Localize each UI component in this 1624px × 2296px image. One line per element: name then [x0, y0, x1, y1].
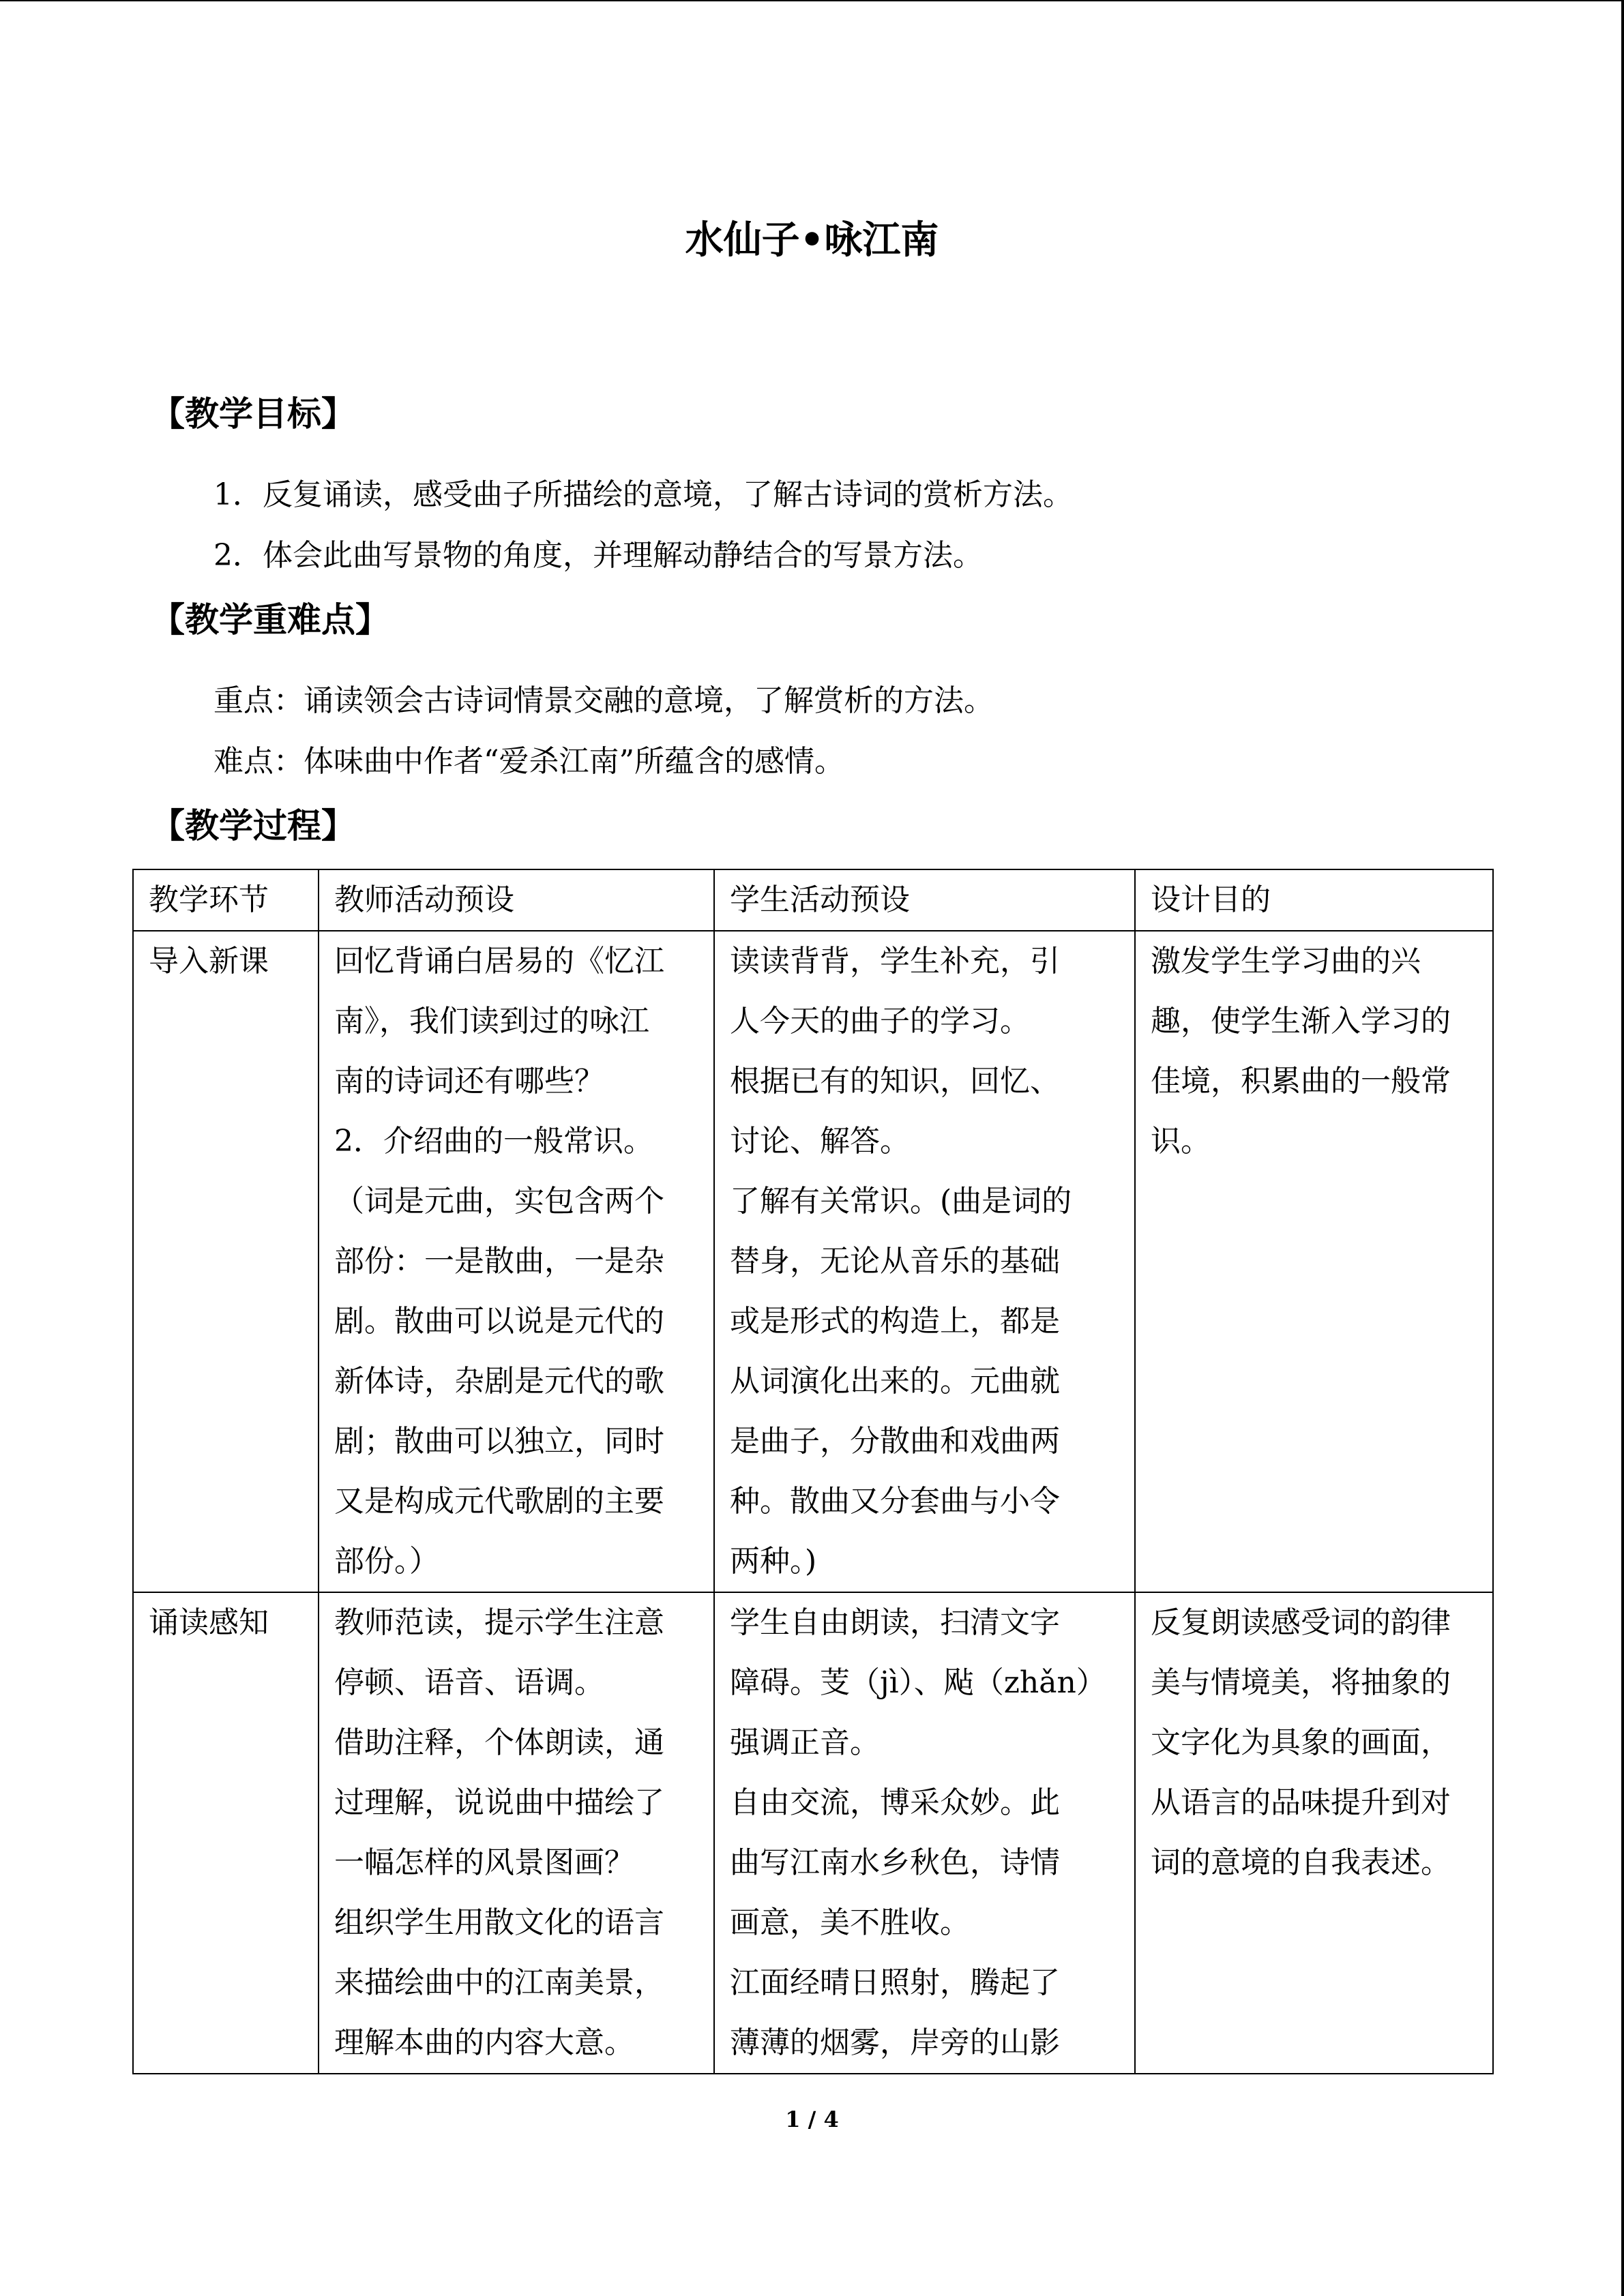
stage-label: 诵读感知 — [149, 1605, 269, 1640]
objective-item-2: 2．体会此曲写景物的角度，并理解动静结合的写景方法。 — [213, 538, 983, 573]
key-points-heading: 【教学重难点】 — [151, 599, 389, 640]
teacher-activity-cell — [319, 931, 714, 1592]
student-line: 根据已有的知识，回忆、 — [730, 1064, 1060, 1099]
purpose-line: 美与情境美，将抽象的 — [1151, 1665, 1451, 1700]
student-line: 人今天的曲子的学习。 — [730, 1004, 1030, 1039]
teacher-line: 组织学生用散文化的语言 — [334, 1905, 664, 1940]
design-purpose-cell — [1135, 1592, 1493, 2074]
teacher-line: 剧。散曲可以说是元代的 — [334, 1304, 664, 1339]
teacher-activity-cell — [319, 1592, 714, 2074]
purpose-line: 识。 — [1151, 1124, 1211, 1159]
student-line: 障碍。芰（jì）、飐（zhǎn） — [730, 1665, 1106, 1700]
teacher-line: 回忆背诵白居易的《忆江 — [334, 944, 664, 979]
purpose-line: 反复朗读感受词的韵律 — [1151, 1605, 1451, 1640]
teacher-line: 教师范读，提示学生注意 — [334, 1605, 664, 1640]
student-line: 两种。) — [730, 1544, 817, 1579]
stage-label: 导入新课 — [149, 944, 269, 979]
teacher-line: 剧；散曲可以独立，同时 — [334, 1424, 664, 1459]
teacher-line: 一幅怎样的风景图画？ — [334, 1845, 634, 1880]
teacher-line: 2．介绍曲的一般常识。 — [334, 1124, 653, 1159]
table-row — [133, 931, 1493, 1592]
purpose-line: 激发学生学习曲的兴 — [1151, 944, 1421, 979]
teacher-line: 借助注释，个体朗读，通 — [334, 1725, 664, 1760]
purpose-line: 词的意境的自我表述。 — [1151, 1845, 1451, 1880]
student-line: 替身，无论从音乐的基础 — [730, 1244, 1060, 1279]
objectives-heading: 【教学目标】 — [151, 393, 355, 434]
process-heading: 【教学过程】 — [151, 805, 355, 846]
purpose-line: 文字化为具象的画面， — [1151, 1725, 1451, 1760]
student-line: 强调正音。 — [730, 1725, 880, 1760]
purpose-line: 趣，使学生渐入学习的 — [1151, 1004, 1451, 1039]
header-stage: 教学环节 — [133, 869, 319, 931]
student-line: 读读背背，学生补充，引 — [730, 944, 1060, 979]
table-row — [133, 1592, 1493, 2074]
student-line: 自由交流，博采众妙。此 — [730, 1785, 1060, 1820]
teacher-line: 停顿、语音、语调。 — [334, 1665, 604, 1700]
student-line: 画意，美不胜收。 — [730, 1905, 970, 1940]
header-design-purpose: 设计目的 — [1135, 869, 1493, 931]
objective-item-1: 1．反复诵读，感受曲子所描绘的意境，了解古诗词的赏析方法。 — [213, 477, 1073, 512]
student-line: 种。散曲又分套曲与小令 — [730, 1484, 1060, 1519]
page-number: 1 / 4 — [785, 2106, 839, 2132]
teaching-process-table — [132, 869, 1494, 2074]
design-purpose-cell — [1135, 931, 1493, 1592]
student-activity-cell — [714, 1592, 1135, 2074]
stage-cell — [133, 931, 319, 1592]
student-line: 从词演化出来的。元曲就 — [730, 1364, 1060, 1399]
teacher-line: 理解本曲的内容大意。 — [334, 2025, 634, 2060]
header-teacher-activity: 教师活动预设 — [319, 869, 714, 931]
student-line: 讨论、解答。 — [730, 1124, 910, 1159]
student-line: 江面经晴日照射，腾起了 — [730, 1965, 1060, 2000]
student-line: 是曲子，分散曲和戏曲两 — [730, 1424, 1060, 1459]
teacher-line: （词是元曲，实包含两个 — [334, 1184, 664, 1219]
teacher-line: 来描绘曲中的江南美景， — [334, 1965, 664, 2000]
key-point-item-1: 重点：诵读领会古诗词情景交融的意境，了解赏析的方法。 — [213, 683, 994, 718]
teacher-line: 部份：一是散曲，一是杂 — [334, 1244, 664, 1279]
teacher-line: 南的诗词还有哪些？ — [334, 1064, 604, 1099]
student-line: 了解有关常识。(曲是词的 — [730, 1184, 1072, 1219]
purpose-line: 从语言的品味提升到对 — [1151, 1785, 1451, 1820]
table-header-row — [133, 869, 1493, 931]
stage-cell — [133, 1592, 319, 2074]
teacher-line: 新体诗，杂剧是元代的歌 — [334, 1364, 664, 1399]
teacher-line: 又是构成元代歌剧的主要 — [334, 1484, 664, 1519]
key-point-item-2: 难点：体味曲中作者“爱杀江南”所蕴含的感情。 — [213, 744, 844, 779]
student-line: 曲写江南水乡秋色，诗情 — [730, 1845, 1060, 1880]
student-line: 或是形式的构造上，都是 — [730, 1304, 1060, 1339]
student-activity-cell — [714, 931, 1135, 1592]
document-title: 水仙子•咏江南 — [685, 218, 939, 263]
purpose-line: 佳境，积累曲的一般常 — [1151, 1064, 1451, 1099]
teacher-line: 南》，我们读到过的咏江 — [334, 1004, 649, 1039]
page-right-border — [1621, 0, 1624, 2296]
teacher-line: 部份。） — [334, 1544, 439, 1579]
student-line: 薄薄的烟雾，岸旁的山影 — [730, 2025, 1060, 2060]
student-line: 学生自由朗读，扫清文字 — [730, 1605, 1060, 1640]
teacher-line: 过理解，说说曲中描绘了 — [334, 1785, 664, 1820]
header-student-activity: 学生活动预设 — [714, 869, 1135, 931]
page-top-border — [0, 0, 1624, 1]
